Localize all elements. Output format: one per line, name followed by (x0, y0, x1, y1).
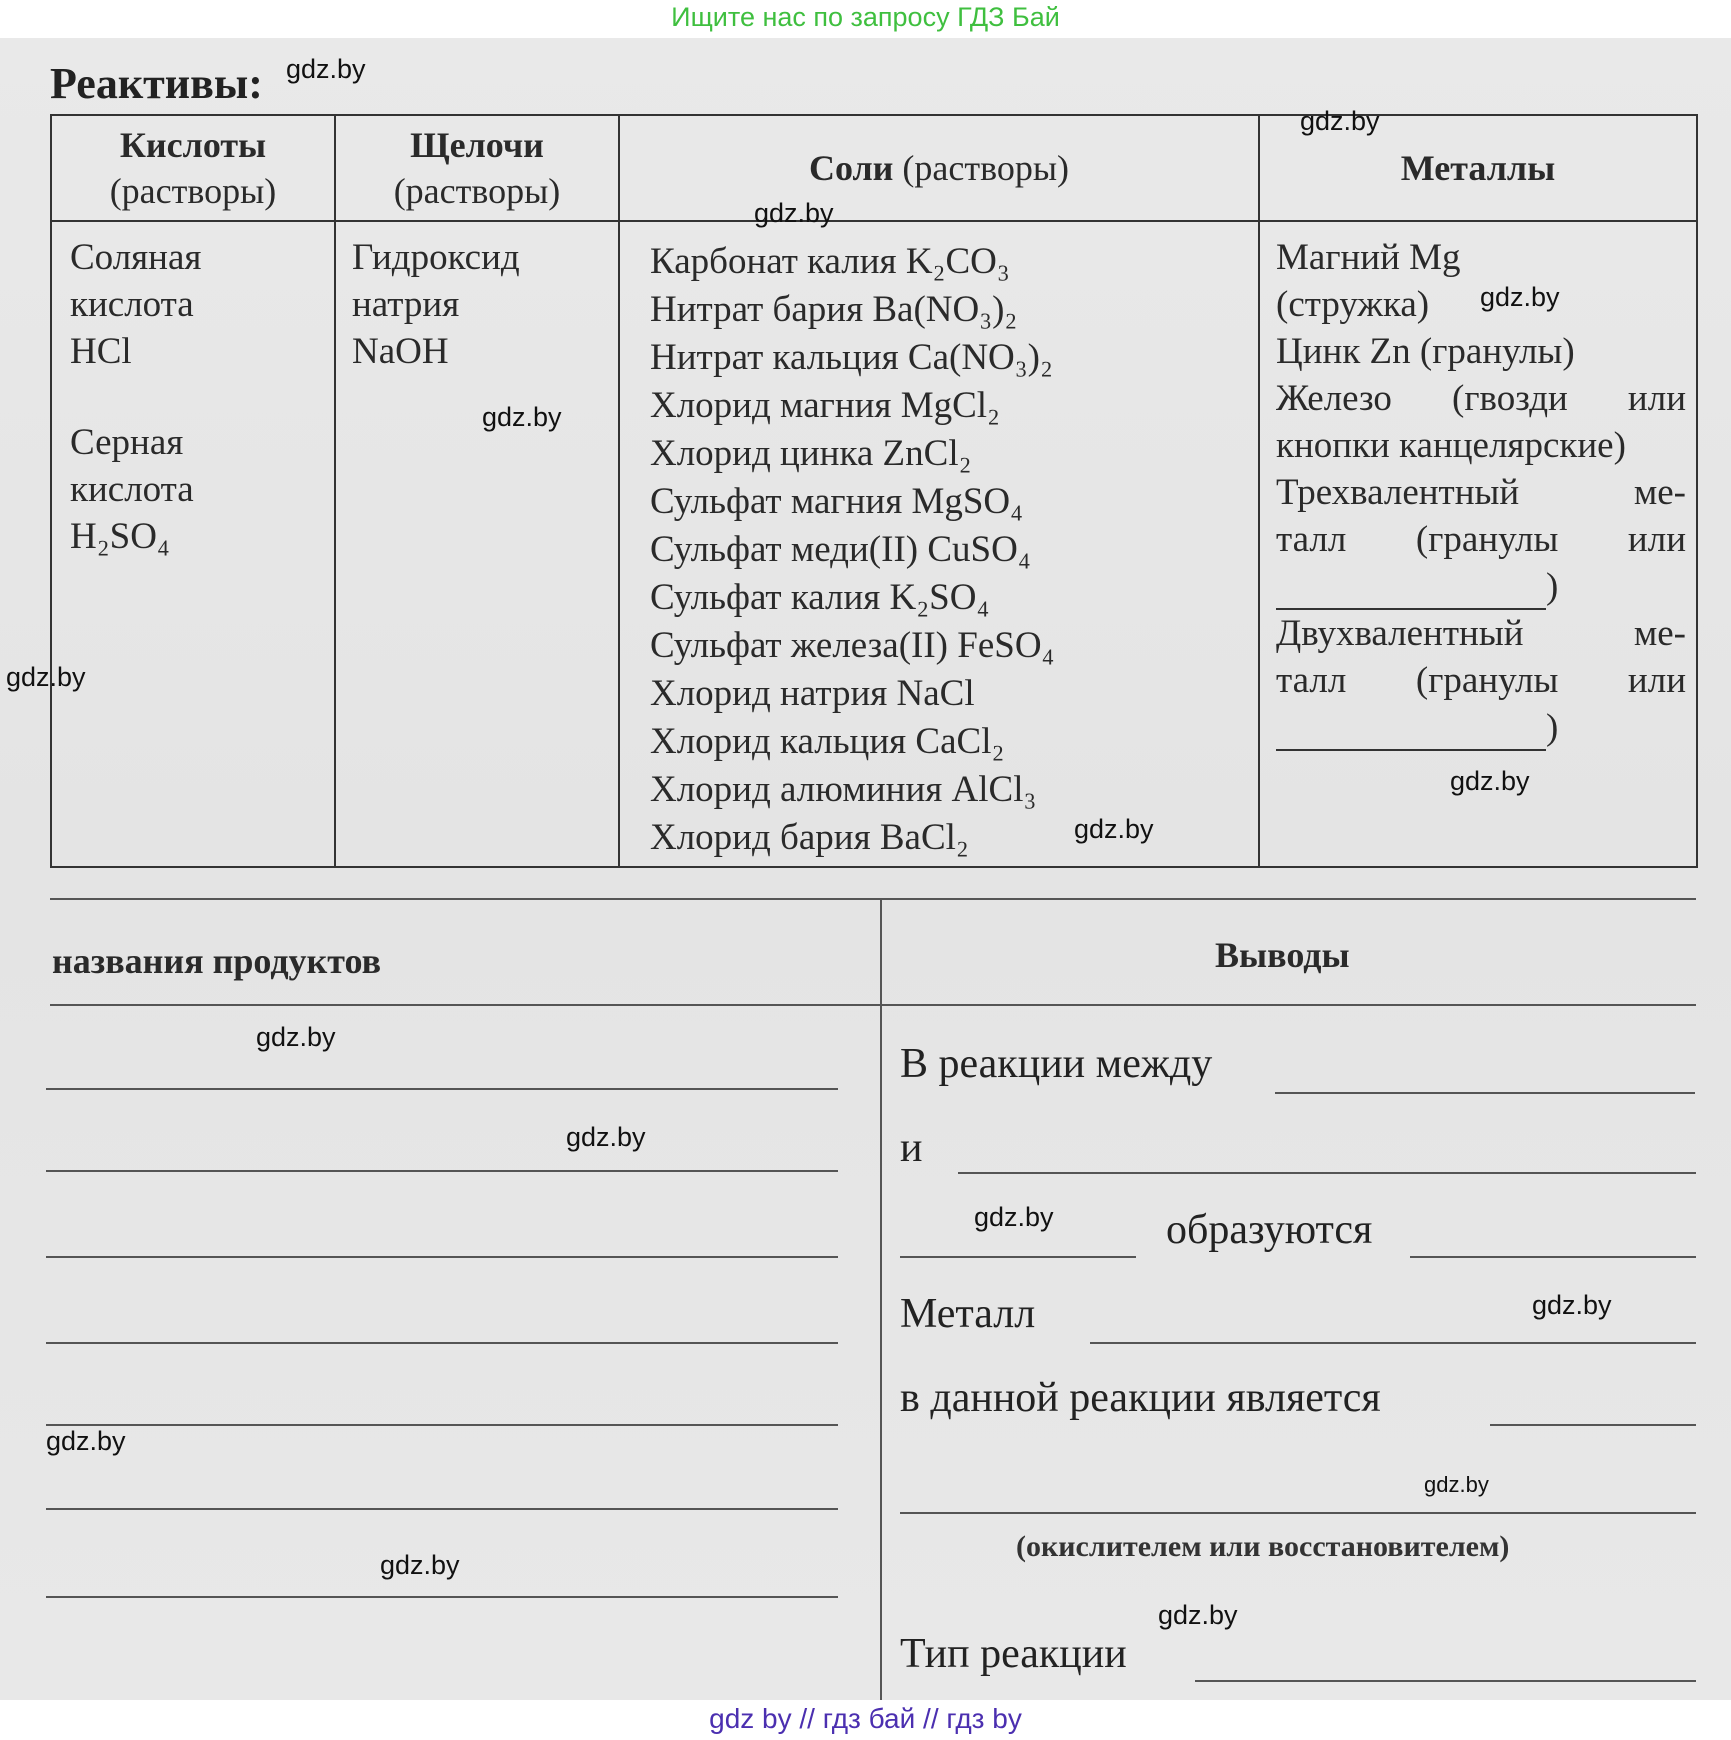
divider (50, 898, 1696, 900)
watermark: gdz.by (380, 1550, 460, 1580)
list-item: NaOH (352, 331, 449, 372)
answer-line[interactable] (46, 1342, 838, 1344)
conclusion-line-1: В реакции между (900, 1041, 1213, 1087)
watermark: gdz.by (974, 1202, 1054, 1232)
list-item: H₂SO₄ (70, 516, 170, 557)
metal-trivalent: Трехвалентный ме- (1276, 472, 1686, 513)
list-item: Нитрат кальция Ca(NO₃)₂ (650, 337, 1053, 378)
watermark: gdz.by (6, 662, 86, 692)
list-item: Хлорид магния MgCl₂ (650, 385, 1000, 426)
watermark: gdz.by (754, 198, 834, 228)
metal-divalent-form: талл (гранулы или (1276, 660, 1686, 701)
metal-iron-form: кнопки канцелярские) (1276, 425, 1626, 466)
watermark: gdz.by (1424, 1472, 1489, 1497)
trivalent-blank[interactable] (1276, 570, 1546, 610)
watermark: gdz.by (1300, 106, 1380, 136)
watermark: gdz.by (256, 1022, 336, 1052)
list-item: HCl (70, 331, 132, 372)
header-metals-title: Металлы (1400, 148, 1556, 188)
answer-line[interactable] (46, 1088, 838, 1090)
reagents-table (50, 114, 1698, 868)
metal-zinc: Цинк Zn (гранулы) (1276, 331, 1575, 372)
page-title: Реактивы: (50, 59, 263, 108)
watermark: gdz.by (566, 1122, 646, 1152)
divalent-blank[interactable] (1276, 711, 1546, 751)
list-item: Карбонат калия K₂CO₃ (650, 241, 1010, 282)
acids-cell (51, 221, 335, 867)
conclusion-form: образуются (1166, 1207, 1373, 1253)
conclusion-and: и (900, 1125, 923, 1171)
answer-line[interactable] (958, 1172, 1696, 1174)
divider (50, 1004, 1696, 1006)
list-item: Соляная (70, 237, 202, 278)
footer-links[interactable]: gdz by // гдз бай // гдз by (709, 1703, 1022, 1734)
top-banner[interactable]: Ищите нас по запросу ГДЗ Бай (671, 2, 1060, 32)
list-item: Сульфат меди(II) CuSO₄ (650, 529, 1031, 570)
answer-line[interactable] (1490, 1424, 1696, 1426)
list-item: Хлорид алюминия AlCl₃ (650, 769, 1037, 810)
answer-line[interactable] (46, 1508, 838, 1510)
answer-line[interactable] (1195, 1680, 1696, 1682)
watermark: gdz.by (286, 54, 366, 84)
answer-line[interactable] (46, 1596, 838, 1598)
reaction-type-label: Тип реакции (900, 1631, 1127, 1677)
list-item: Хлорид цинка ZnCl₂ (650, 433, 972, 474)
metal-trivalent-form: талл (гранулы или (1276, 519, 1686, 560)
watermark: gdz.by (46, 1426, 126, 1456)
answer-line[interactable] (900, 1256, 1136, 1258)
header-acids-sub: (растворы) (109, 171, 277, 211)
list-item: Серная (70, 422, 184, 463)
conclusion-role: в данной реакции является (900, 1375, 1381, 1421)
watermark: gdz.by (1158, 1600, 1238, 1630)
list-item: кислота (70, 469, 194, 510)
table-header-row (51, 115, 1697, 221)
answer-line[interactable] (900, 1512, 1696, 1514)
list-item: Сульфат калия K₂SO₄ (650, 577, 990, 618)
acid-h2so4 (70, 419, 334, 560)
watermark: gdz.by (1450, 766, 1530, 796)
list-item: Гидроксид (352, 237, 520, 278)
header-salts (619, 115, 1259, 221)
header-alkalis (335, 115, 619, 221)
watermark: gdz.by (1532, 1290, 1612, 1320)
header-alkalis-sub: (растворы) (393, 171, 561, 211)
list-item: Сульфат магния MgSO₄ (650, 481, 1024, 522)
header-alkalis-title: Щелочи (410, 125, 544, 165)
bracket: ) (1546, 566, 1559, 607)
products-title: названия продуктов (52, 941, 382, 981)
answer-line[interactable] (46, 1170, 838, 1172)
list-item: кислота (70, 284, 194, 325)
metal-iron: Железо (гвозди или (1276, 378, 1686, 419)
watermark: gdz.by (482, 402, 562, 432)
watermark: gdz.by (1480, 282, 1560, 312)
metal-trivalent-blank-row (1276, 563, 1686, 610)
oxidizer-hint: (окислителем или восстановителем) (1016, 1530, 1510, 1563)
list-item: Нитрат бария Ba(NO₃)₂ (650, 289, 1018, 330)
header-acids (51, 115, 335, 221)
list-item: Хлорид натрия NaCl (650, 673, 975, 714)
watermark: gdz.by (1074, 814, 1154, 844)
header-acids-title: Кислоты (119, 125, 267, 165)
answer-line[interactable] (46, 1256, 838, 1258)
metal-magnesium: Магний Mg (1276, 237, 1461, 278)
list-item: натрия (352, 284, 460, 325)
header-salts-sub: (растворы) (893, 148, 1070, 188)
metal-divalent: Двухвалентный ме- (1276, 613, 1686, 654)
alkalis-cell (335, 221, 619, 867)
list-item: Сульфат железа(II) FeSO₄ (650, 625, 1055, 666)
list-item: Хлорид бария BaCl₂ (650, 817, 969, 858)
conclusions-title: Выводы (1215, 935, 1350, 975)
answer-line[interactable] (1090, 1342, 1696, 1344)
header-salts-title: Соли (808, 148, 894, 188)
metal-divalent-blank-row (1276, 704, 1686, 751)
list-item: Хлорид кальция CaCl₂ (650, 721, 1005, 762)
conclusion-metal: Металл (900, 1291, 1036, 1337)
answer-line[interactable] (1410, 1256, 1696, 1258)
answer-line[interactable] (1275, 1092, 1695, 1094)
column-divider (880, 898, 882, 1700)
answer-line[interactable] (46, 1424, 838, 1426)
metal-magnesium-form: (стружка) (1276, 284, 1430, 325)
acid-hcl (70, 234, 334, 375)
salts-cell (619, 221, 1259, 867)
bracket: ) (1546, 707, 1559, 748)
